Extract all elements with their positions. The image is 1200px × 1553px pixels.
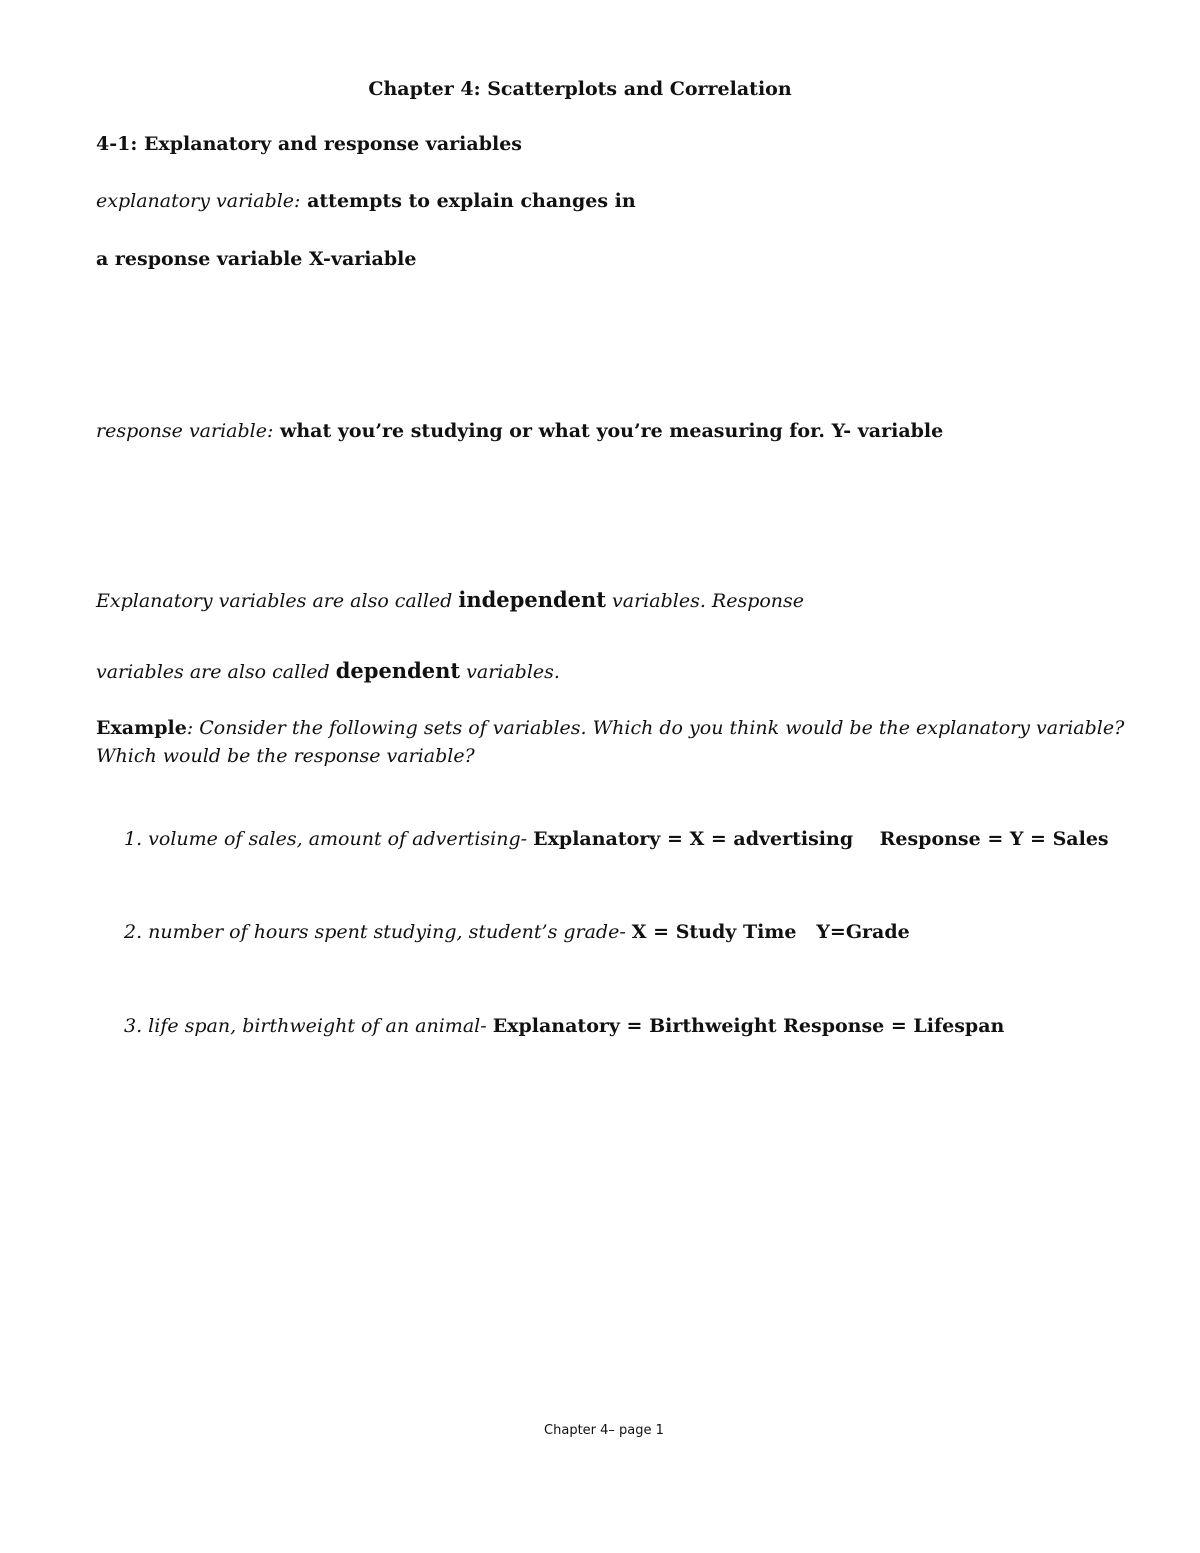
section-heading: 4-1: Explanatory and response variables bbox=[96, 133, 522, 155]
page-footer: Chapter 4– page 1 bbox=[544, 1423, 664, 1438]
item-2-answer: X = Study Time Y=Grade bbox=[631, 921, 910, 943]
page-title: Chapter 4: Scatterplots and Correlation bbox=[368, 78, 792, 100]
example-label: Example bbox=[96, 717, 187, 739]
response-term: response variable: bbox=[96, 420, 274, 442]
example-item-3 bbox=[124, 1012, 1004, 1040]
item-2-prompt: 2. number of hours spent studying, student’s grade- bbox=[124, 921, 632, 943]
dependent-keyword: dependent bbox=[335, 658, 461, 683]
item-3-answer: Explanatory = Birthweight Response = Lifespan bbox=[492, 1015, 1005, 1037]
explanatory-definition-text: attempts to explain changes in bbox=[300, 190, 636, 212]
item-3-prompt: 3. life span, birthweight of an animal- bbox=[124, 1015, 493, 1037]
dependent-note-post: variables. bbox=[460, 661, 560, 683]
independent-keyword: independent bbox=[458, 587, 606, 612]
dependent-note bbox=[96, 657, 560, 686]
example-item-1 bbox=[124, 825, 1109, 853]
dependent-note-pre: variables are also called bbox=[96, 661, 336, 683]
explanatory-definition bbox=[96, 187, 636, 215]
response-definition bbox=[96, 417, 943, 445]
item-1-answer: Explanatory = X = advertising Response = Y = Sales bbox=[533, 828, 1109, 850]
independent-note bbox=[96, 586, 804, 615]
explanatory-term: explanatory variable: bbox=[96, 190, 301, 212]
independent-note-post: variables. Response bbox=[606, 590, 805, 612]
explanatory-definition-continued: a response variable X-variable bbox=[96, 248, 417, 270]
item-1-prompt: 1. volume of sales, amount of advertising- bbox=[124, 828, 534, 850]
independent-note-pre: Explanatory variables are also called bbox=[96, 590, 459, 612]
example-prompt bbox=[96, 714, 1136, 770]
example-text: : Consider the following sets of variables. Which do you think would be the explanatory variable? Which would be the response variable? bbox=[96, 717, 1125, 767]
example-item-2 bbox=[124, 918, 910, 946]
response-definition-text: what you’re studying or what you’re measuring for. Y- variable bbox=[273, 420, 944, 442]
